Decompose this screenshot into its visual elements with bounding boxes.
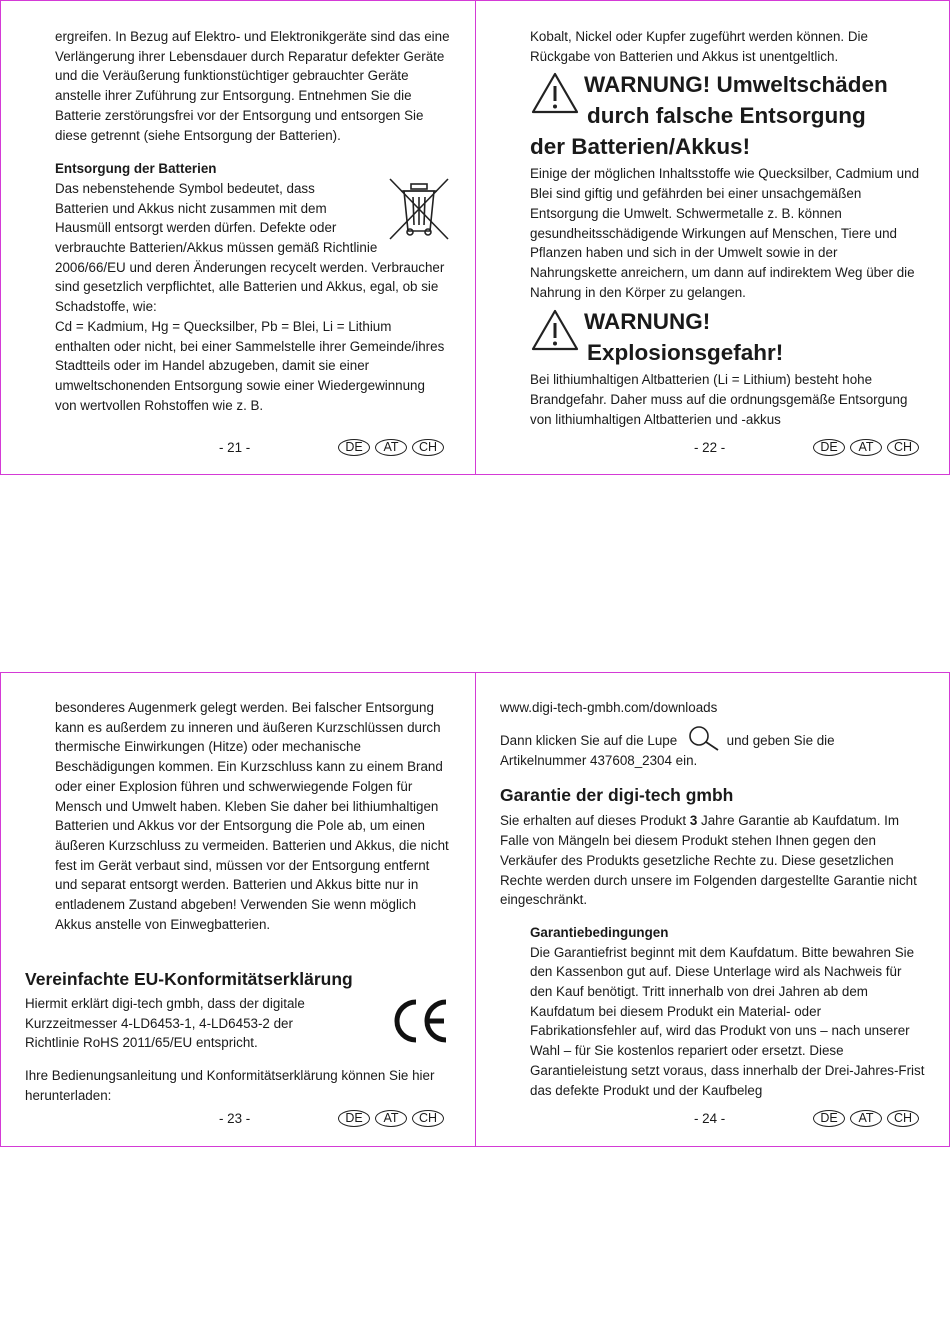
explosion-warning: [530, 306, 925, 368]
badge-at: AT: [375, 1110, 407, 1127]
page-21-paragraph-2-line-1: Das nebenstehende Symbol bedeutet, dass: [55, 180, 315, 196]
magnifier-instruction-before: Dann klicken Sie auf die Lupe: [500, 732, 678, 748]
download-url[interactable]: www.digi-tech-gmbh.com/downloads: [500, 700, 718, 715]
badge-ch: CH: [412, 1110, 444, 1127]
conformity-heading: Vereinfachte EU-Konformitätserklärung: [25, 969, 353, 989]
warranty-heading: Garantie der digi-tech gmbh: [500, 785, 734, 806]
crossed-out-bin-icon: [388, 177, 450, 241]
environment-warning: [530, 69, 925, 162]
badge-at: AT: [375, 439, 407, 456]
badge-at: AT: [850, 1110, 882, 1127]
page-number-21: - 21 -: [219, 440, 251, 455]
page-22: [530, 27, 925, 429]
page-24: [500, 698, 925, 1100]
badge-de: DE: [813, 1110, 845, 1127]
page-22-paragraph-1: Kobalt, Nickel oder Kupfer zugeführt werden können. Die Rückgabe von Batterien und Akkus ist unentgeltlich.: [530, 29, 868, 64]
warranty-text-before: Sie erhalten auf dieses Produkt: [500, 813, 687, 829]
badge-ch: CH: [412, 439, 444, 456]
conformity-section: [25, 968, 450, 1106]
magnifier-instruction-after: und geben Sie die: [726, 732, 835, 748]
warning-2-line-2: Explosionsgefahr!: [587, 340, 784, 366]
warning-1-line-2: durch falsche Entsorgung: [587, 103, 866, 129]
badge-ch: CH: [887, 1110, 919, 1127]
warning-triangle-icon: [530, 71, 580, 115]
conformity-line-3: Richtlinie RoHS 2011/65/EU entspricht.: [25, 1035, 258, 1051]
page-21-paragraph-1: ergreifen. In Bezug auf Elektro- und Elektronikgeräte sind das eine Verlängerung ihrer Lebensdauer durch Reparatur defekter Geräte und die Veräußerung funktionstüchtiger gebrauchter Geräte anstelle ihrer Zuführung zur Entsorgung. Entnehmen Sie die Batterie zerstörungsfrei vor der Entsorgung und entsorgen Sie diese getrennt (siehe Entsorgung der Batterien).: [55, 29, 450, 143]
page-number-23: - 23 -: [219, 1111, 251, 1126]
page-23: [55, 698, 450, 934]
page-21-paragraph-2-rest: verbrauchte Batterien/Akkus müssen gemäß Richtlinie 2006/66/EU und deren Änderungen recycelt werden. Verbraucher sind gesetzlich verpflichtet, alle Batterien und Akkus, egal, ob sie Schadstoffe, wie:: [55, 240, 445, 315]
warranty-text-after: Jahre Garantie ab Kaufdatum. Im Falle von Mängeln bei diesem Produkt stehen Ihnen gegen den Verkäufer des Produkts gesetzliche Rechte zu. Diese gesetzlichen Rechte werden durch unsere im Folgenden dargestellte Garantie nicht eingeschränkt.: [500, 813, 917, 908]
page-21-paragraph-2-line-2: Batterien und Akkus nicht zusammen mit dem: [55, 200, 327, 216]
conformity-line-1: Hiermit erklärt digi-tech gmbh, dass der digitale: [25, 996, 305, 1011]
battery-disposal-heading: Entsorgung der Batterien: [55, 161, 217, 177]
ce-mark-icon: [388, 998, 450, 1044]
badge-de: DE: [813, 439, 845, 456]
page-21-paragraph-2-line-3: Hausmüll entsorgt werden dürfen. Defekte oder: [55, 220, 337, 236]
warning-triangle-icon: [530, 308, 580, 352]
download-paragraph: Ihre Bedienungsanleitung und Konformitätserklärung können Sie hier herunterladen:: [25, 1068, 435, 1103]
warning-1-line-3: der Batterien/Akkus!: [530, 134, 751, 160]
magnifier-instruction: [500, 725, 925, 751]
country-badges-21: [338, 439, 444, 456]
warning-2-line-1: WARNUNG!: [584, 309, 711, 335]
page-23-paragraph-1: besonderes Augenmerk gelegt werden. Bei falscher Entsorgung kann es außerdem zu inneren und äußeren Kurzschlüssen durch thermische Einwirkungen (Hitze) oder mechanische Beschädigungen kommen. Ein Kurzschluss kann zu einem Brand oder einer Explosion führen und schwerwiegende Folgen für Mensch und Umwelt haben. Kleben Sie daher bei lithiumhaltigen Batterien und Akkus vor der Entsorgung die Pole ab, um einen äußeren Kurzschluss zu vermeiden. Batterien und Akkus, die nicht fest im Gerät verbaut sind, müssen vor der Entsorgung entfernt und separat entsorgt werden. Batterien und Akkus bitte nur in entladenem Zustand abgeben! Verwenden Sie wenn möglich Akkus anstelle von Einwegbatterien.: [55, 700, 449, 932]
page-22-paragraph-3: Bei lithiumhaltigen Altbatterien (Li = Lithium) besteht hohe Brandgefahr. Daher muss auf die ordnungsgemäße Entsorgung von lithiumhaltigen Altbatterien und -akkus: [530, 372, 908, 427]
country-badges-24: [813, 1110, 919, 1127]
warranty-conditions-text: Die Garantiefrist beginnt mit dem Kaufdatum. Bitte bewahren Sie den Kassenbon gut auf. Diese Unterlage wird als Nachweis für den Kauf benötigt. Tritt innerhalb von drei Jahren ab dem Kaufdatum bei diesem Produkt ein Material- oder Fabrikationsfehler auf, wird das Produkt von uns – nach unserer Wahl – für Sie kostenlos repariert oder ersetzt. Diese Garantieleistung setzt voraus, dass innerhalb der Drei-Jahres-Frist das defekte Produkt und der Kaufbeleg: [530, 944, 925, 1098]
article-number-line: Artikelnummer 437608_2304 ein.: [500, 752, 698, 768]
page-22-paragraph-2: Einige der möglichen Inhaltsstoffe wie Quecksilber, Cadmium und Blei sind giftig und gefährden bei einer unsachgemäßen Entsorgung die Umwelt. Schwermetalle z. B. können gesundheitsschädigende Wirkungen auf Menschen, Tiere und Pflanzen haben und sich in der Umwelt sowie in der Nahrungskette anreichern, um dann auf indirektem Weg über die Nahrung in den Körper zu gelangen.: [530, 166, 920, 300]
country-badges-22: [813, 439, 919, 456]
conformity-line-2: Kurzzeitmesser 4-LD6453-1, 4-LD6453-2 der: [25, 1015, 293, 1031]
page-21-paragraph-3: Cd = Kadmium, Hg = Quecksilber, Pb = Blei, Li = Lithium enthalten oder nicht, bei einer Sammelstelle ihrer Gemeinde/ihres Stadtteils oder im Handel abzugeben, damit sie einer umweltschonenden Entsorgung sowie einer Wiedergewinnung von wertvollen Rohstoffen wie z. B.: [55, 318, 445, 413]
country-badges-23: [338, 1110, 444, 1127]
warranty-paragraph: [500, 811, 925, 910]
badge-at: AT: [850, 439, 882, 456]
warranty-years: 3: [689, 813, 698, 829]
badge-ch: CH: [887, 439, 919, 456]
warranty-conditions-heading: Garantiebedingungen: [530, 924, 669, 940]
badge-de: DE: [338, 439, 370, 456]
warning-1-line-1: WARNUNG! Umweltschäden: [584, 72, 888, 98]
magnifier-icon: [683, 725, 721, 751]
page-number-24: - 24 -: [694, 1111, 726, 1126]
badge-de: DE: [338, 1110, 370, 1127]
page-number-22: - 22 -: [694, 440, 726, 455]
